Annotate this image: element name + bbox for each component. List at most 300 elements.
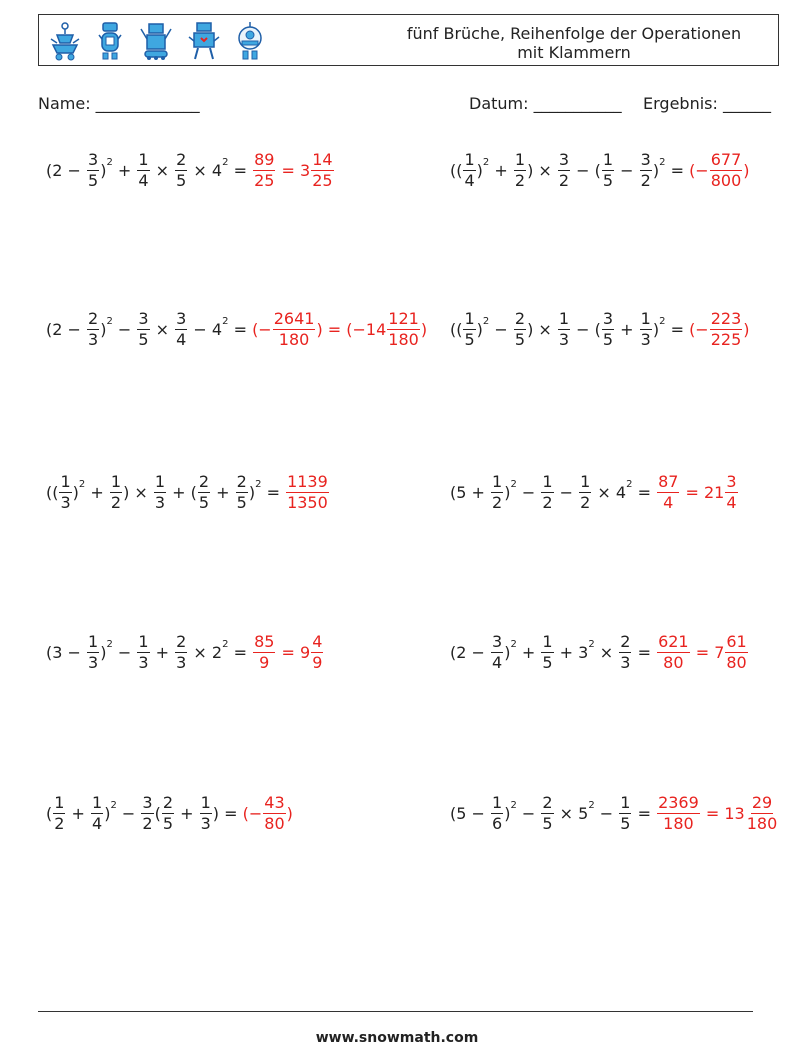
expression-text: + bbox=[150, 642, 175, 662]
fraction bbox=[710, 150, 743, 191]
denominator: 3 bbox=[200, 813, 211, 833]
problem-expression bbox=[450, 150, 689, 191]
expression-text: ) bbox=[100, 160, 107, 180]
expression-text: × 4 bbox=[592, 482, 627, 502]
numerator: 3 bbox=[492, 631, 503, 651]
numerator: 2 bbox=[176, 149, 187, 169]
numerator: 1 bbox=[60, 471, 71, 491]
exponent: 2 bbox=[588, 799, 595, 811]
expression-text: ( bbox=[154, 803, 161, 823]
robot-icon-1 bbox=[47, 21, 83, 61]
expression-text: (5 − bbox=[450, 803, 490, 823]
fraction bbox=[491, 793, 503, 834]
exponent: 2 bbox=[110, 799, 117, 811]
expression-text: ) bbox=[476, 160, 483, 180]
fraction bbox=[137, 309, 149, 350]
denominator: 2 bbox=[110, 492, 122, 512]
exponent: 2 bbox=[482, 156, 490, 168]
expression-text: − bbox=[516, 803, 541, 823]
expression-text: − ( bbox=[571, 160, 601, 180]
denominator: 3 bbox=[558, 329, 570, 349]
numerator: 89 bbox=[254, 149, 275, 169]
fraction bbox=[602, 309, 614, 350]
numerator: 2 bbox=[542, 792, 553, 812]
numerator: 677 bbox=[710, 149, 742, 169]
fraction bbox=[491, 632, 503, 673]
denominator: 25 bbox=[254, 170, 275, 190]
fraction bbox=[619, 793, 631, 834]
fraction bbox=[236, 472, 248, 513]
problem-expression bbox=[46, 309, 252, 350]
numerator: 2 bbox=[514, 308, 526, 328]
exponent: 2 bbox=[510, 799, 517, 811]
denominator: 1350 bbox=[287, 492, 328, 512]
denominator: 3 bbox=[88, 329, 99, 349]
expression-text: ) bbox=[248, 482, 256, 502]
expression-text: − bbox=[554, 482, 579, 502]
exponent: 2 bbox=[626, 478, 633, 490]
expression-text: × bbox=[594, 642, 619, 662]
numerator: 2 bbox=[88, 308, 99, 328]
worksheet-header bbox=[38, 14, 779, 66]
expression-text: = bbox=[665, 160, 690, 180]
fraction bbox=[619, 632, 631, 673]
numerator: 223 bbox=[710, 308, 742, 328]
denominator: 80 bbox=[663, 652, 684, 672]
expression-text: (− bbox=[689, 160, 709, 180]
fraction bbox=[175, 150, 187, 191]
worksheet-title bbox=[394, 24, 754, 62]
fraction bbox=[87, 632, 99, 673]
denominator: 2 bbox=[558, 170, 570, 190]
name-field[interactable]: Name: _____________ bbox=[38, 94, 200, 113]
fraction bbox=[311, 150, 333, 191]
numerator: 1139 bbox=[287, 471, 328, 491]
problem-1 bbox=[46, 140, 335, 200]
expression-text: ) bbox=[743, 319, 750, 339]
denominator: 5 bbox=[464, 329, 475, 349]
numerator: 61 bbox=[726, 631, 747, 651]
expression-text: (( bbox=[450, 319, 463, 339]
expression-text: = 3 bbox=[276, 160, 311, 180]
exponent: 2 bbox=[659, 315, 666, 327]
expression-text: (2 − bbox=[46, 160, 86, 180]
expression-text: (− bbox=[252, 319, 272, 339]
numerator: 1 bbox=[558, 308, 570, 328]
denominator: 2 bbox=[142, 813, 153, 833]
numerator: 87 bbox=[658, 471, 679, 491]
expression-text: ) bbox=[100, 642, 107, 662]
exponent: 2 bbox=[222, 315, 229, 327]
exponent: 2 bbox=[106, 638, 113, 650]
fraction bbox=[541, 632, 553, 673]
expression-text: × bbox=[150, 160, 175, 180]
numerator: 1 bbox=[138, 631, 149, 651]
expression-text: ) bbox=[743, 160, 750, 180]
score-field[interactable]: Ergebnis: ______ bbox=[643, 94, 771, 113]
expression-text: × 5 bbox=[554, 803, 589, 823]
numerator: 2 bbox=[236, 471, 247, 491]
denominator: 4 bbox=[663, 492, 674, 512]
expression-text: + ( bbox=[167, 482, 197, 502]
fraction bbox=[463, 309, 475, 350]
expression-text: ) bbox=[72, 482, 79, 502]
fraction bbox=[253, 632, 275, 673]
numerator: 3 bbox=[602, 308, 614, 328]
expression-text: − bbox=[594, 803, 619, 823]
expression-text: = bbox=[228, 642, 253, 662]
denominator: 800 bbox=[710, 170, 742, 190]
numerator: 3 bbox=[88, 149, 99, 169]
denominator: 3 bbox=[620, 652, 631, 672]
problem-expression bbox=[450, 309, 689, 350]
denominator: 5 bbox=[542, 652, 553, 672]
expression-text: (( bbox=[450, 160, 463, 180]
problem-expression bbox=[46, 150, 252, 191]
exponent: 2 bbox=[106, 156, 113, 168]
denominator: 9 bbox=[259, 652, 270, 672]
numerator: 2 bbox=[162, 792, 174, 812]
expression-text: + bbox=[489, 160, 513, 180]
fraction bbox=[311, 632, 323, 673]
problem-answer bbox=[243, 793, 293, 834]
exponent: 2 bbox=[255, 478, 262, 490]
denominator: 5 bbox=[138, 329, 149, 349]
numerator: 1 bbox=[580, 471, 591, 491]
fraction bbox=[558, 150, 570, 191]
expression-text: + bbox=[175, 803, 199, 823]
numerator: 1 bbox=[92, 792, 103, 812]
expression-text: + bbox=[112, 160, 137, 180]
robot-icons bbox=[47, 19, 267, 63]
denominator: 180 bbox=[278, 329, 310, 349]
denominator: 3 bbox=[88, 652, 99, 672]
numerator: 1 bbox=[620, 792, 631, 812]
expression-text: − bbox=[112, 319, 137, 339]
expression-text: = 21 bbox=[680, 482, 725, 502]
expression-text: ) × bbox=[527, 319, 557, 339]
numerator: 2641 bbox=[273, 308, 315, 328]
expression-text: − bbox=[112, 642, 137, 662]
numerator: 1 bbox=[464, 149, 475, 169]
expression-text: = bbox=[261, 482, 286, 502]
expression-text: = 13 bbox=[700, 803, 745, 823]
expression-text: (2 − bbox=[450, 642, 490, 662]
denominator: 5 bbox=[602, 329, 614, 349]
numerator: 1 bbox=[54, 792, 65, 812]
numerator: 1 bbox=[88, 631, 99, 651]
robot-icon-2 bbox=[95, 21, 125, 61]
denominator: 4 bbox=[492, 652, 503, 672]
problem-6 bbox=[450, 462, 739, 522]
problem-answer bbox=[252, 150, 334, 191]
problem-answer bbox=[252, 632, 324, 673]
exponent: 2 bbox=[78, 478, 86, 490]
numerator: 1 bbox=[492, 792, 503, 812]
numerator: 14 bbox=[312, 149, 333, 169]
expression-text: ) × bbox=[527, 160, 557, 180]
fraction bbox=[154, 472, 166, 513]
expression-text: + bbox=[211, 482, 235, 502]
numerator: 1 bbox=[200, 792, 211, 812]
fraction bbox=[725, 632, 747, 673]
numerator: 4 bbox=[312, 631, 323, 651]
exponent: 2 bbox=[588, 638, 595, 650]
denominator: 5 bbox=[542, 813, 553, 833]
numerator: 2 bbox=[198, 471, 210, 491]
problem-answer bbox=[252, 309, 427, 350]
numerator: 1 bbox=[514, 149, 526, 169]
numerator: 1 bbox=[602, 149, 614, 169]
expression-text: ) bbox=[504, 803, 511, 823]
fraction bbox=[91, 793, 103, 834]
expression-text: − 4 bbox=[188, 319, 223, 339]
expression-text: + 3 bbox=[554, 642, 589, 662]
denominator: 6 bbox=[492, 813, 503, 833]
fraction bbox=[746, 793, 779, 834]
fraction bbox=[273, 309, 316, 350]
expression-text: ) bbox=[420, 319, 428, 339]
fraction bbox=[710, 309, 743, 350]
expression-text: − bbox=[615, 160, 639, 180]
numerator: 1 bbox=[640, 308, 651, 328]
expression-text: = bbox=[632, 482, 657, 502]
fraction bbox=[657, 632, 690, 673]
title-line-1: fünf Brüche, Reihenfolge der Operationen bbox=[406, 24, 742, 43]
problem-answer bbox=[656, 472, 738, 513]
fraction bbox=[640, 150, 652, 191]
denominator: 2 bbox=[492, 492, 503, 512]
numerator: 3 bbox=[726, 471, 737, 491]
fraction bbox=[198, 472, 210, 513]
denominator: 4 bbox=[464, 170, 475, 190]
expression-text: ) bbox=[476, 319, 483, 339]
fraction bbox=[602, 150, 614, 191]
fraction bbox=[137, 632, 149, 673]
exponent: 2 bbox=[510, 478, 517, 490]
fraction bbox=[53, 793, 65, 834]
denominator: 3 bbox=[60, 492, 71, 512]
exponent: 2 bbox=[222, 638, 229, 650]
numerator: 121 bbox=[388, 308, 419, 328]
expression-text: + bbox=[85, 482, 109, 502]
fraction bbox=[387, 309, 420, 350]
expression-text: ) = (−14 bbox=[316, 319, 387, 339]
fraction bbox=[137, 150, 149, 191]
numerator: 3 bbox=[558, 149, 570, 169]
footer-site[interactable]: www.snowmath.com bbox=[315, 1030, 479, 1046]
numerator: 2369 bbox=[658, 792, 699, 812]
numerator: 1 bbox=[138, 149, 149, 169]
exponent: 2 bbox=[659, 156, 666, 168]
denominator: 5 bbox=[236, 492, 247, 512]
denominator: 80 bbox=[726, 652, 747, 672]
problem-5 bbox=[46, 462, 330, 522]
fraction bbox=[87, 150, 99, 191]
expression-text: ) bbox=[504, 482, 511, 502]
denominator: 2 bbox=[580, 492, 591, 512]
expression-text: ( bbox=[46, 803, 53, 823]
denominator: 5 bbox=[602, 170, 614, 190]
denominator: 5 bbox=[620, 813, 631, 833]
fraction bbox=[110, 472, 122, 513]
fraction bbox=[514, 150, 526, 191]
denominator: 25 bbox=[312, 170, 333, 190]
exponent: 2 bbox=[222, 156, 229, 168]
expression-text: − bbox=[489, 319, 513, 339]
denominator: 225 bbox=[710, 329, 742, 349]
numerator: 621 bbox=[658, 631, 689, 651]
expression-text: ) × bbox=[123, 482, 153, 502]
problem-4 bbox=[450, 299, 750, 359]
denominator: 5 bbox=[88, 170, 99, 190]
denominator: 4 bbox=[176, 329, 187, 349]
expression-text: = 7 bbox=[690, 642, 725, 662]
numerator: 1 bbox=[154, 471, 166, 491]
fraction bbox=[657, 793, 700, 834]
date-field[interactable]: Datum: ___________ bbox=[469, 94, 622, 113]
fraction bbox=[263, 793, 285, 834]
numerator: 1 bbox=[542, 471, 553, 491]
fraction bbox=[657, 472, 679, 513]
fraction bbox=[200, 793, 212, 834]
fraction bbox=[175, 309, 187, 350]
numerator: 2 bbox=[620, 631, 631, 651]
problem-expression bbox=[450, 472, 656, 513]
denominator: 180 bbox=[746, 813, 778, 833]
expression-text: ) bbox=[504, 642, 511, 662]
denominator: 2 bbox=[54, 813, 65, 833]
numerator: 1 bbox=[464, 308, 475, 328]
expression-text: ) bbox=[104, 803, 111, 823]
numerator: 1 bbox=[542, 631, 553, 651]
problem-3 bbox=[46, 299, 427, 359]
problem-answer bbox=[656, 793, 779, 834]
denominator: 4 bbox=[726, 492, 737, 512]
numerator: 43 bbox=[264, 792, 285, 812]
problem-answer bbox=[689, 150, 749, 191]
title-line-2: mit Klammern bbox=[517, 43, 631, 62]
fraction bbox=[87, 309, 99, 350]
numerator: 1 bbox=[110, 471, 122, 491]
problem-7 bbox=[46, 622, 324, 682]
fraction bbox=[253, 150, 275, 191]
fraction bbox=[541, 793, 553, 834]
problem-8 bbox=[450, 622, 749, 682]
expression-text: ) = bbox=[212, 803, 243, 823]
expression-text: = bbox=[228, 319, 253, 339]
expression-text: = bbox=[665, 319, 690, 339]
fraction bbox=[541, 472, 553, 513]
numerator: 2 bbox=[176, 631, 187, 651]
fraction bbox=[162, 793, 174, 834]
problem-2 bbox=[450, 140, 750, 200]
expression-text: × 4 bbox=[188, 160, 223, 180]
exponent: 2 bbox=[510, 638, 517, 650]
expression-text: (5 + bbox=[450, 482, 490, 502]
fraction bbox=[640, 309, 652, 350]
denominator: 2 bbox=[542, 492, 553, 512]
expression-text: ) bbox=[652, 319, 660, 339]
fraction bbox=[141, 793, 153, 834]
expression-text: (− bbox=[242, 803, 263, 823]
denominator: 3 bbox=[154, 492, 166, 512]
numerator: 85 bbox=[254, 631, 275, 651]
denominator: 180 bbox=[663, 813, 694, 833]
problem-expression bbox=[46, 472, 285, 513]
problem-answer bbox=[656, 632, 749, 673]
expression-text: (( bbox=[46, 482, 59, 502]
expression-text: + bbox=[615, 319, 639, 339]
expression-text: = 9 bbox=[276, 642, 311, 662]
problem-9 bbox=[46, 783, 293, 843]
denominator: 3 bbox=[138, 652, 149, 672]
fraction bbox=[514, 309, 526, 350]
robot-icon-5 bbox=[233, 21, 267, 61]
expression-text: + bbox=[66, 803, 91, 823]
fraction bbox=[175, 632, 187, 673]
expression-text: × 2 bbox=[188, 642, 223, 662]
fraction bbox=[286, 472, 329, 513]
expression-text: − bbox=[116, 803, 141, 823]
expression-text: = bbox=[632, 642, 657, 662]
numerator: 3 bbox=[176, 308, 187, 328]
numerator: 3 bbox=[640, 149, 651, 169]
expression-text: ) bbox=[652, 160, 660, 180]
expression-text: = bbox=[632, 803, 657, 823]
denominator: 2 bbox=[640, 170, 651, 190]
denominator: 5 bbox=[514, 329, 526, 349]
denominator: 2 bbox=[514, 170, 526, 190]
expression-text: (− bbox=[689, 319, 709, 339]
problem-expression bbox=[46, 632, 252, 673]
fraction bbox=[579, 472, 591, 513]
fraction bbox=[463, 150, 475, 191]
fraction bbox=[725, 472, 737, 513]
problem-answer bbox=[285, 472, 330, 513]
denominator: 5 bbox=[162, 813, 174, 833]
denominator: 180 bbox=[388, 329, 419, 349]
fraction bbox=[491, 472, 503, 513]
exponent: 2 bbox=[106, 315, 113, 327]
numerator: 1 bbox=[492, 471, 503, 491]
fraction bbox=[558, 309, 570, 350]
robot-icon-4 bbox=[187, 21, 221, 61]
denominator: 5 bbox=[198, 492, 210, 512]
denominator: 9 bbox=[312, 652, 323, 672]
expression-text: ) bbox=[286, 803, 293, 823]
numerator: 3 bbox=[138, 308, 149, 328]
numerator: 29 bbox=[751, 792, 773, 812]
problem-expression bbox=[450, 793, 656, 834]
expression-text: × bbox=[150, 319, 175, 339]
expression-text: (3 − bbox=[46, 642, 86, 662]
denominator: 3 bbox=[176, 652, 187, 672]
robot-icon-3 bbox=[137, 21, 175, 61]
problem-expression bbox=[450, 632, 656, 673]
denominator: 4 bbox=[138, 170, 149, 190]
problem-answer bbox=[689, 309, 749, 350]
denominator: 4 bbox=[92, 813, 103, 833]
problem-10 bbox=[450, 783, 779, 843]
exponent: 2 bbox=[482, 315, 490, 327]
expression-text: − ( bbox=[571, 319, 601, 339]
denominator: 80 bbox=[264, 813, 285, 833]
numerator: 3 bbox=[142, 792, 153, 812]
denominator: 3 bbox=[640, 329, 651, 349]
footer-divider bbox=[38, 1011, 753, 1012]
fraction bbox=[59, 472, 71, 513]
